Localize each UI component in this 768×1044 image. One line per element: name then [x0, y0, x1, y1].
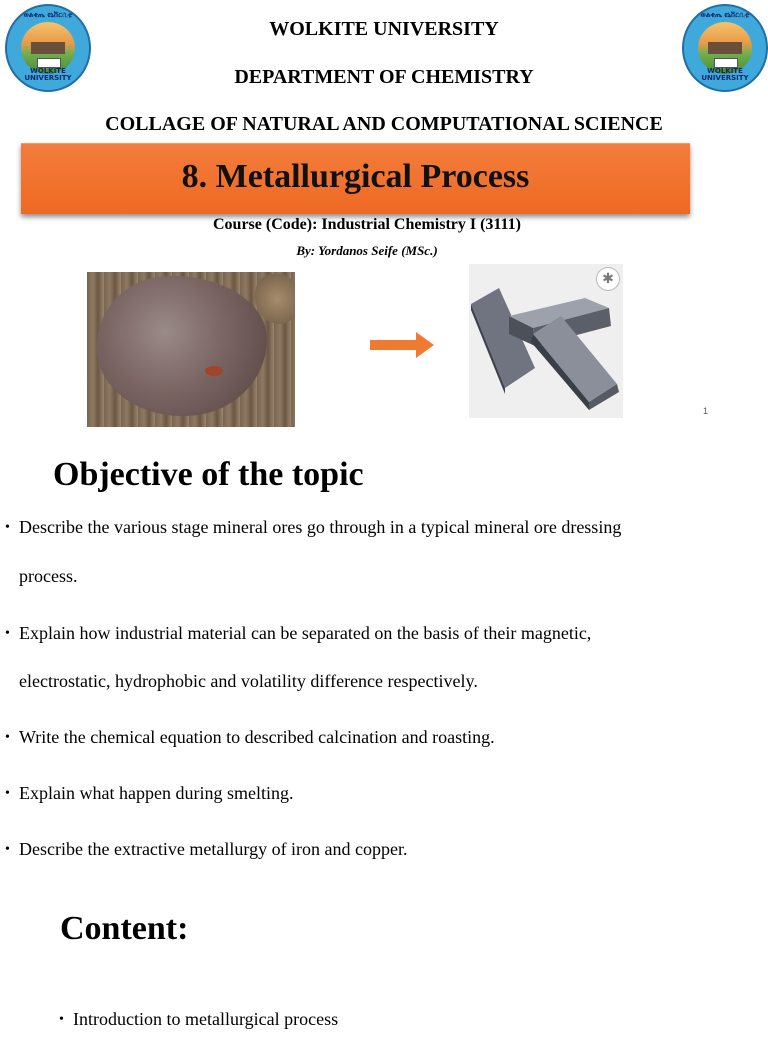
author-byline: By: Yordanos Seife (MSc.) [296, 243, 438, 258]
star-badge-icon: ✱ [596, 267, 620, 291]
metal-bars-image [469, 264, 623, 418]
right-arrow-icon [370, 332, 434, 358]
course-line: Course (Code): Industrial Chemistry I (3111) [213, 216, 521, 233]
university-name: WOLKITE UNIVERSITY [269, 18, 499, 40]
bullet-icon: • [5, 842, 10, 857]
bullet-icon: • [5, 786, 10, 801]
list-item: • Describe the various stage mineral ores go through in a typical mineral ore dressing [5, 503, 760, 552]
department-name: DEPARTMENT OF CHEMISTRY [234, 66, 534, 88]
list-item: • Introduction to metallurgical process [59, 995, 759, 1044]
list-item: • Write the chemical equation to described calcination and roasting. [5, 713, 760, 762]
list-item: • Explain how industrial material can be separated on the basis of their magnetic, [5, 609, 760, 658]
bullet-icon: • [5, 730, 10, 745]
bullet-icon: • [5, 626, 10, 641]
logo-bottom-text: WOLKITE UNIVERSITY [701, 67, 749, 82]
ore-rock-image [87, 272, 295, 427]
logo-top-text: ወልቂጤ ዩኒቨርሲቲ [700, 11, 750, 19]
content-heading: Content: [60, 910, 189, 947]
logo-top-text: ወልቂጤ ዩኒቨርሲቲ [23, 11, 73, 19]
logo-bottom-text: WOLKITE UNIVERSITY [24, 67, 72, 82]
objective-heading: Objective of the topic [53, 456, 364, 493]
bullet-icon: • [5, 520, 10, 535]
list-item-continuation: process. [19, 566, 78, 586]
list-item: • Explain what happen during smelting. [5, 769, 760, 818]
list-item: • Describe the extractive metallurgy of iron and copper. [5, 825, 760, 874]
list-item-continuation: electrostatic, hydrophobic and volatility difference respectively. [19, 671, 478, 691]
title-banner [21, 143, 690, 214]
slide-title: 8. Metallurgical Process [181, 158, 530, 195]
page-number: 1 [703, 406, 709, 416]
bullet-icon: • [59, 1012, 64, 1027]
college-name: COLLAGE OF NATURAL AND COMPUTATIONAL SCIENCE [105, 113, 663, 135]
